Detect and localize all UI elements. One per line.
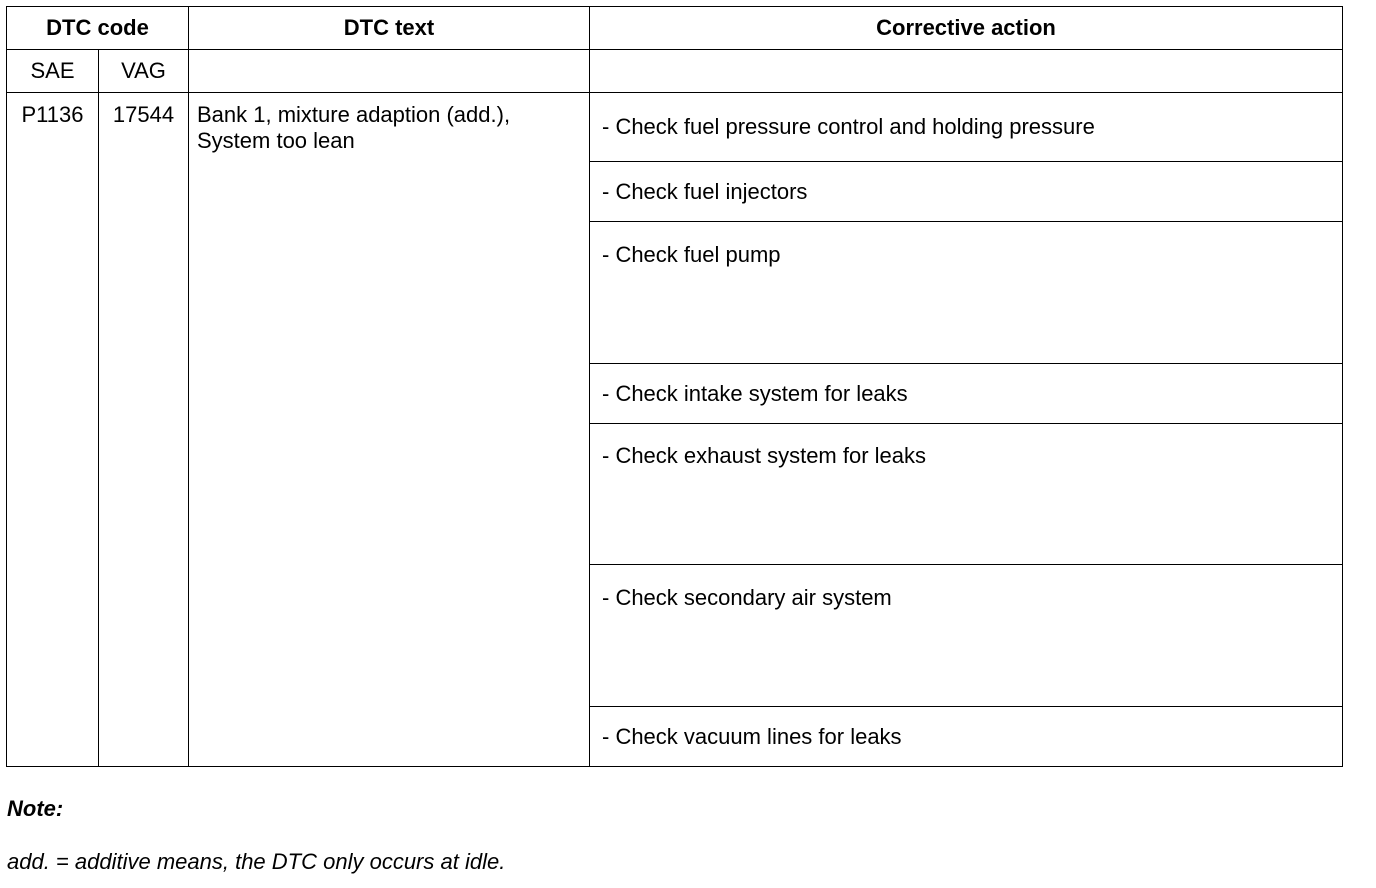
- dtc-code-header: DTC code: [7, 7, 189, 50]
- action-text: - Check fuel pressure control and holding pressure: [602, 114, 1095, 139]
- action-text: - Check vacuum lines for leaks: [602, 723, 902, 749]
- corrective-action-subheader-empty: [590, 50, 1343, 93]
- note-label: Note:: [7, 796, 64, 821]
- subheader-row: [7, 50, 1343, 93]
- action-cell: [590, 424, 1343, 565]
- action-cell: [590, 222, 1343, 364]
- action-cell: [590, 162, 1343, 222]
- action-cell: [590, 565, 1343, 707]
- sae-header: SAE: [7, 50, 99, 93]
- note-text: add. = additive means, the DTC only occurs at idle.: [7, 849, 506, 874]
- action-text: - Check intake system for leaks: [602, 380, 908, 406]
- corrective-action-header: Corrective action: [590, 7, 1343, 50]
- table-row: [7, 93, 1343, 162]
- vag-code-cell: 17544: [99, 93, 189, 767]
- action-text: - Check fuel injectors: [602, 178, 808, 204]
- dtc-text-line-2: System too lean: [197, 128, 355, 153]
- action-cell: [590, 93, 1343, 162]
- vag-header: VAG: [99, 50, 189, 93]
- action-cell: [590, 707, 1343, 767]
- dtc-text-subheader-empty: [189, 50, 590, 93]
- dtc-text-header: DTC text: [189, 7, 590, 50]
- action-text: - Check fuel pump: [602, 242, 781, 267]
- action-text: - Check secondary air system: [602, 585, 892, 610]
- action-cell: [590, 364, 1343, 424]
- dtc-text-cell: [189, 93, 590, 767]
- action-text: - Check exhaust system for leaks: [602, 443, 927, 468]
- dtc-text-line-1: Bank 1, mixture adaption (add.),: [197, 102, 511, 127]
- sae-code-cell: P1136: [7, 93, 99, 767]
- header-row: [7, 7, 1343, 50]
- dtc-table: [6, 6, 1343, 767]
